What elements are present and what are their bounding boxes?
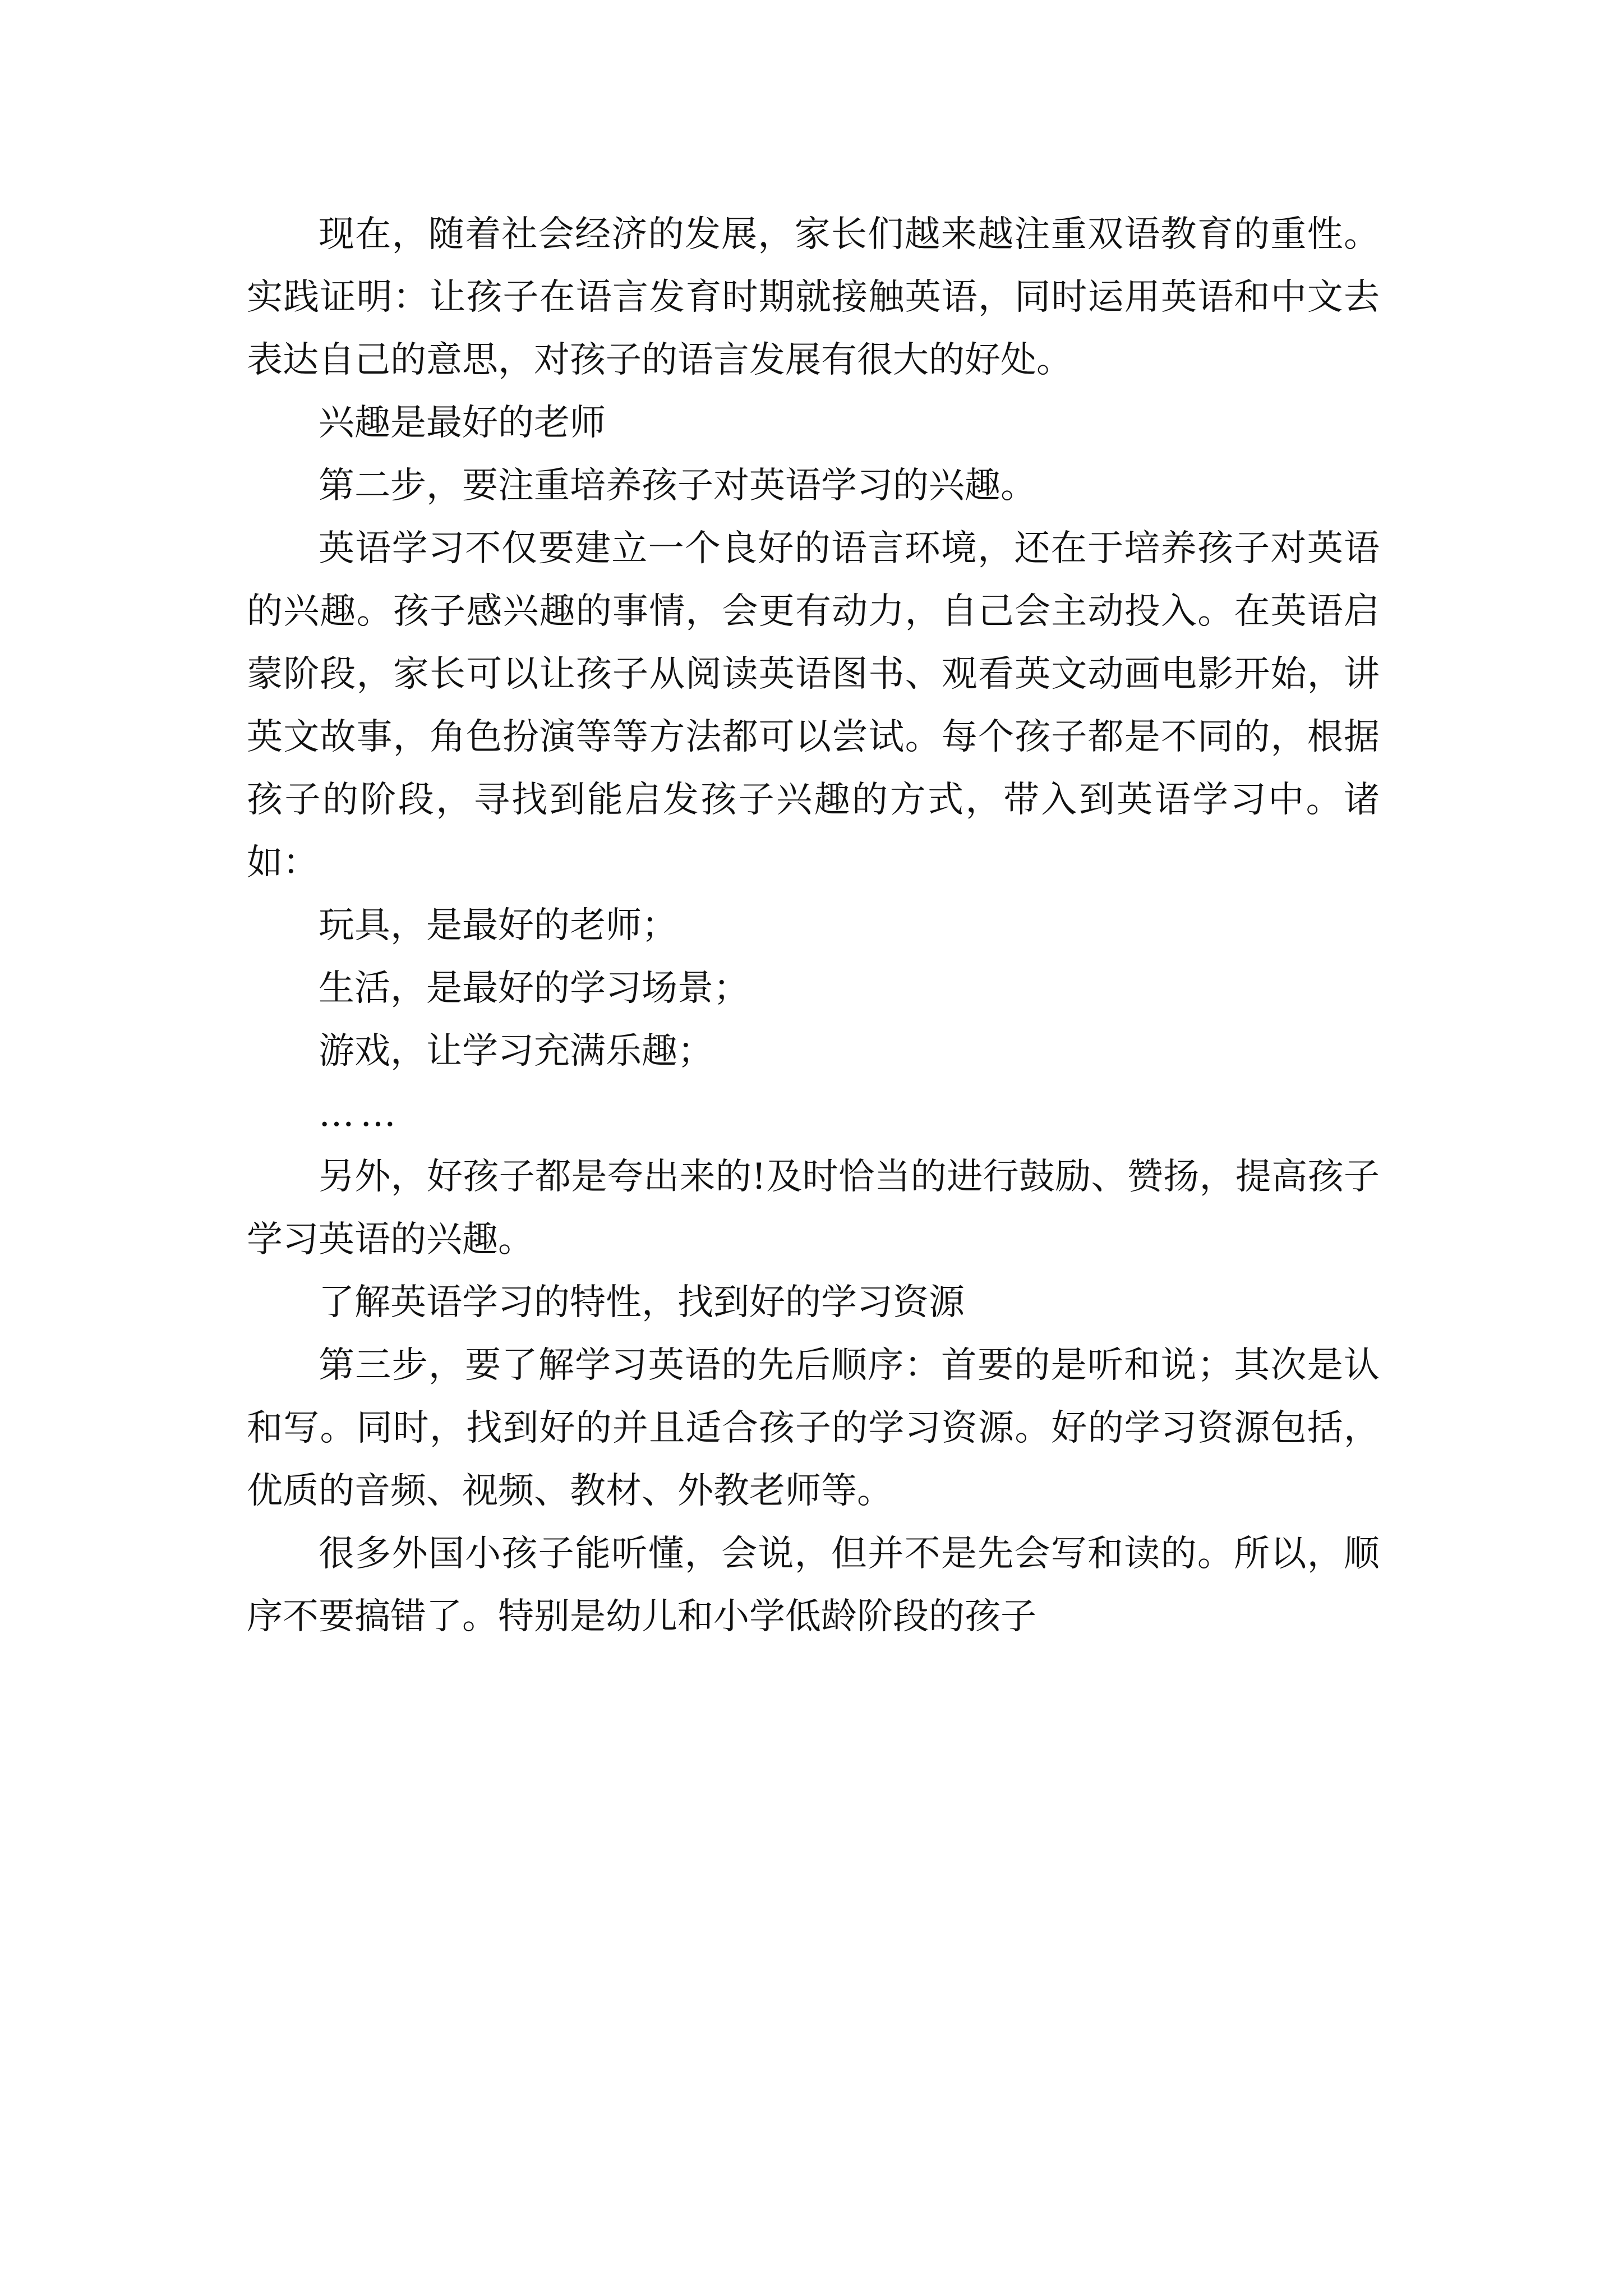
paragraph-bilingual-importance: 现在，随着社会经济的发展，家长们越来越注重双语教育的重性。实践证明：让孩子在语言发育时期就接触英语，同时运用英语和中文去表达自己的意思，对孩子的语言发展有很大的好处。 [247, 214, 1380, 381]
document-body [247, 203, 1380, 1648]
paragraph-praise: 另外，好孩子都是夸出来的!及时恰当的进行鼓励、赞扬，提高孩子学习英语的兴趣。 [247, 1156, 1380, 1260]
list-item-toys: 玩具，是最好的老师； [319, 905, 677, 946]
paragraph-step-two: 第二步，要注重培养孩子对英语学习的兴趣。 [319, 465, 1036, 507]
paragraph-order: 很多外国小孩子能听懂，会说，但并不是先会写和读的。所以，顺序不要搞错了。特别是幼儿和小学低龄阶段的孩子 [247, 1533, 1380, 1637]
paragraph-step-three: 第三步，要了解学习英语的先后顺序：首要的是听和说；其次是认和写。同时，找到好的并且适合孩子的学习资源。好的学习资源包括，优质的音频、视频、教材、外教老师等。 [247, 1345, 1380, 1512]
section-heading-resources: 了解英语学习的特性，找到好的学习资源 [319, 1282, 965, 1323]
paragraph-interest-methods: 英语学习不仅要建立一个良好的语言环境，还在于培养孩子对英语的兴趣。孩子感兴趣的事情，会更有动力，自己会主动投入。在英语启蒙阶段，家长可以让孩子从阅读英语图书、观看英文动画电影开始，讲英文故事，角色扮演等等方法都可以尝试。每个孩子都是不同的，根据孩子的阶段，寻找到能启发孩子兴趣的方式，带入到英语学习中。诸如： [247, 528, 1380, 884]
list-ellipsis: …… [319, 1093, 402, 1135]
list-item-games: 游戏，让学习充满乐趣； [319, 1030, 713, 1072]
list-item-life: 生活，是最好的学习场景； [319, 968, 749, 1009]
section-heading-interest: 兴趣是最好的老师 [319, 402, 606, 444]
